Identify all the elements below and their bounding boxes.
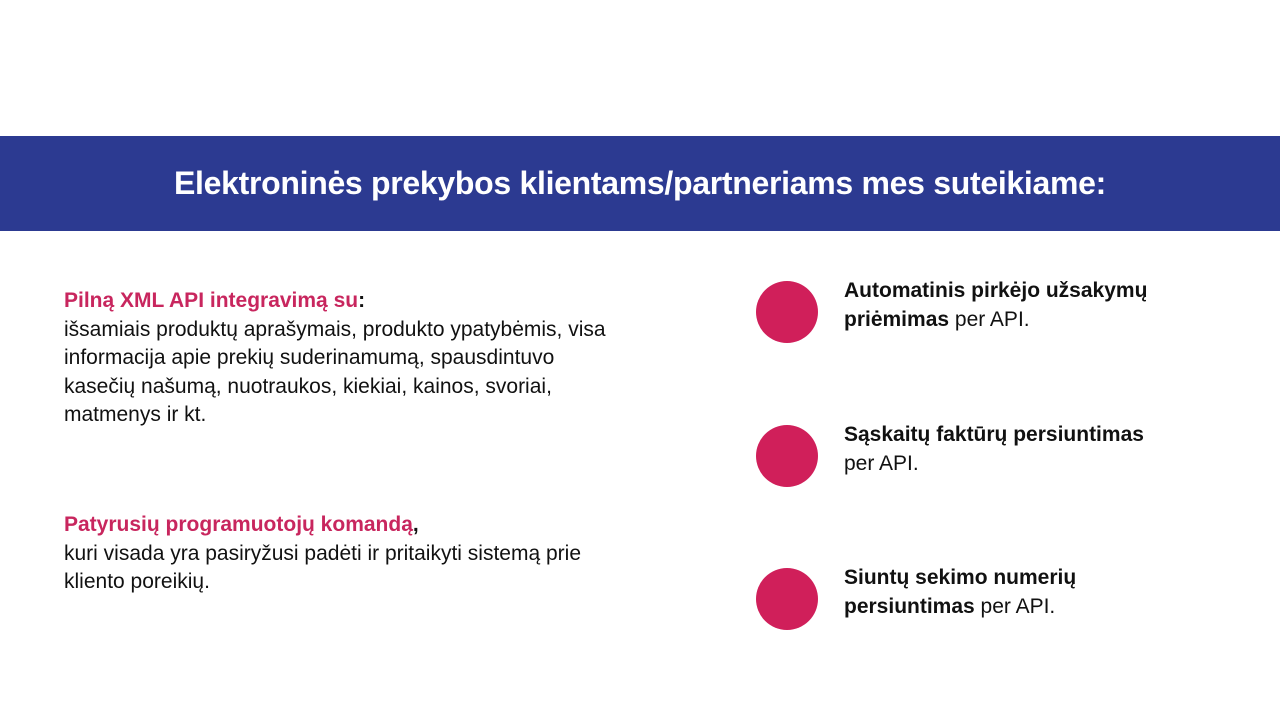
page-title: Elektroninės prekybos klientams/partneriams mes suteikiame: (173, 165, 1107, 201)
feature-item-order-intake (756, 280, 1226, 342)
feature-bold: Automatinis pirkėjo užsakymų priėmimas (844, 279, 1148, 331)
bullet-circle-icon (756, 281, 818, 343)
xml-api-heading-punct: : (358, 289, 366, 312)
bullet-circle-icon (756, 568, 818, 630)
feature-item-tracking (756, 567, 1226, 629)
xml-api-description: išsamiais produktų aprašymais, produkto ypatybėmis, visa informacija apie prekių suderinamumą, spausdintuvo kasečių našumą, nuotraukos, kiekiai, kainos, svoriai, matmenys ir kt. (64, 317, 606, 426)
team-heading: Patyrusių programuotojų komandą (64, 513, 413, 536)
feature-bold: Sąskaitų faktūrų persiuntimas (844, 423, 1144, 446)
feature-bold: Siuntų sekimo numerių persiuntimas (844, 566, 1077, 618)
team-description: kuri visada yra pasiryžusi padėti ir pritaikyti sistemą prie kliento poreikių. (64, 541, 582, 593)
xml-api-block (64, 287, 664, 430)
feature-item-invoices (756, 424, 1226, 486)
feature-text (844, 563, 1194, 621)
feature-text (844, 420, 1194, 478)
feature-rest: per API. (974, 595, 1056, 618)
bullet-circle-icon (756, 425, 818, 487)
team-heading-punct: , (412, 513, 419, 536)
feature-text (844, 276, 1194, 334)
xml-api-heading: Pilną XML API integravimą su (64, 289, 359, 312)
feature-rest: per API. (949, 308, 1030, 331)
header-banner (0, 136, 1280, 231)
team-block (64, 511, 664, 597)
feature-rest: per API. (844, 452, 919, 475)
